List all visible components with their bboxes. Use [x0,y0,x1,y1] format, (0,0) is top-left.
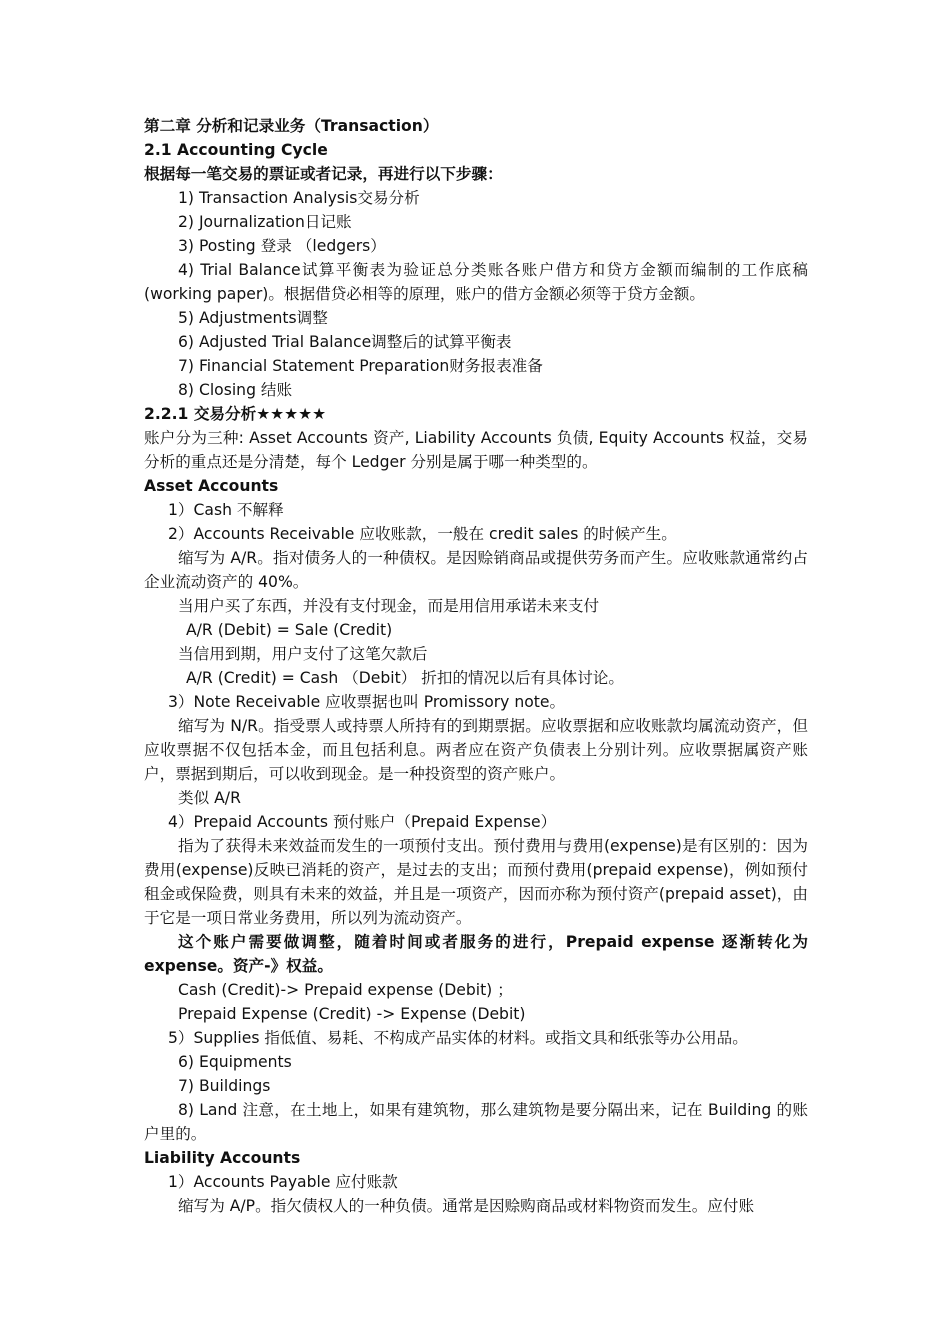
document-body [144,114,808,1218]
journal-entry: Prepaid Expense (Credit) -> Expense (Debit) [178,1005,526,1023]
paragraph: 缩写为 A/R。指对债务人的一种债权。是因赊销商品或提供劳务而产生。应收账款通常约占企业流动资产的 40%。 [144,549,808,591]
list-item: 1）Cash 不解释 [168,501,284,519]
emphasis-paragraph: 这个账户需要做调整，随着时间或者服务的进行，Prepaid expense 逐渐转化为 expense。资产-》权益。 [144,933,808,975]
steps-intro: 根据每一笔交易的票证或者记录，再进行以下步骤： [144,165,503,183]
paragraph: 类似 A/R [178,789,241,807]
journal-entry: Cash (Credit)-> Prepaid expense (Debit) ； [178,981,513,999]
section-heading: 2.1 Accounting Cycle [144,141,328,159]
list-item: 1）Accounts Payable 应付账款 [168,1173,398,1191]
list-item: 5）Supplies 指低值、易耗、不构成产品实体的材料。或指文具和纸张等办公用品。 [168,1029,748,1047]
step-item: 8) Closing 结账 [178,381,293,399]
subsection-heading: 2.2.1 交易分析★★★★★ [144,405,327,423]
list-item: 3）Note Receivable 应收票据也叫 Promissory note。 [168,693,566,711]
paragraph: 当信用到期，用户支付了这笔欠款后 [178,645,428,663]
paragraph: 账户分为三种: Asset Accounts 资产, Liability Accounts 负债, Equity Accounts 权益，交易分析的重点还是分清楚，每个 Ledger 分别是属于哪一种类型的。 [144,429,808,471]
paragraph: 缩写为 A/P。指欠债权人的一种负债。通常是因赊购商品或材料物资而发生。应付账 [178,1197,755,1215]
paragraph: 指为了获得未来效益而发生的一项预付支出。预付费用与费用(expense)是有区别的：因为费用(expense)反映已消耗的资产，是过去的支出；而预付费用(prepaid expense)，例如预付租金或保险费，则具有未来的效益，并且是一项资产，因而亦称为预付资产(prepaid asset)，由于它是一项日常业务费用，所以列为流动资产。 [144,837,808,927]
journal-entry: A/R (Credit) = Cash （Debit） 折扣的情况以后有具体讨论。 [186,669,624,687]
journal-entry: A/R (Debit) = Sale (Credit) [186,621,393,639]
asset-accounts-heading: Asset Accounts [144,477,279,495]
paragraph: 缩写为 N/R。指受票人或持票人所持有的到期票据。应收票据和应收账款均属流动资产，但应收票据不仅包括本金，而且包括利息。两者应在资产负债表上分别计列。应收票据属资产账户，票据到期后，可以收到现金。是一种投资型的资产账户。 [144,717,808,783]
step-item: 5) Adjustments调整 [178,309,328,327]
step-item: 6) Adjusted Trial Balance调整后的试算平衡表 [178,333,512,351]
list-item: 2）Accounts Receivable 应收账款，一般在 credit sales 的时候产生。 [168,525,677,543]
chapter-title: 第二章 分析和记录业务（Transaction） [144,117,439,135]
step-item: 1) Transaction Analysis交易分析 [178,189,420,207]
list-item: 6) Equipments [178,1053,292,1071]
step-item: 3) Posting 登录 （ledgers） [178,237,386,255]
list-item: 4）Prepaid Accounts 预付账户（Prepaid Expense） [168,813,557,831]
list-item: 8) Land 注意，在土地上，如果有建筑物，那么建筑物是要分隔出来，记在 Building 的账户里的。 [144,1101,808,1143]
step-item: 4) Trial Balance试算平衡表为验证总分类账各账户借方和贷方金额而编制的工作底稿(working paper)。根据借贷必相等的原理，账户的借方金额必须等于贷方金额。 [144,261,808,303]
list-item: 7) Buildings [178,1077,271,1095]
liability-accounts-heading: Liability Accounts [144,1149,301,1167]
step-item: 2) Journalization日记账 [178,213,352,231]
paragraph: 当用户买了东西，并没有支付现金，而是用信用承诺未来支付 [178,597,600,615]
step-item: 7) Financial Statement Preparation财务报表准备 [178,357,543,375]
